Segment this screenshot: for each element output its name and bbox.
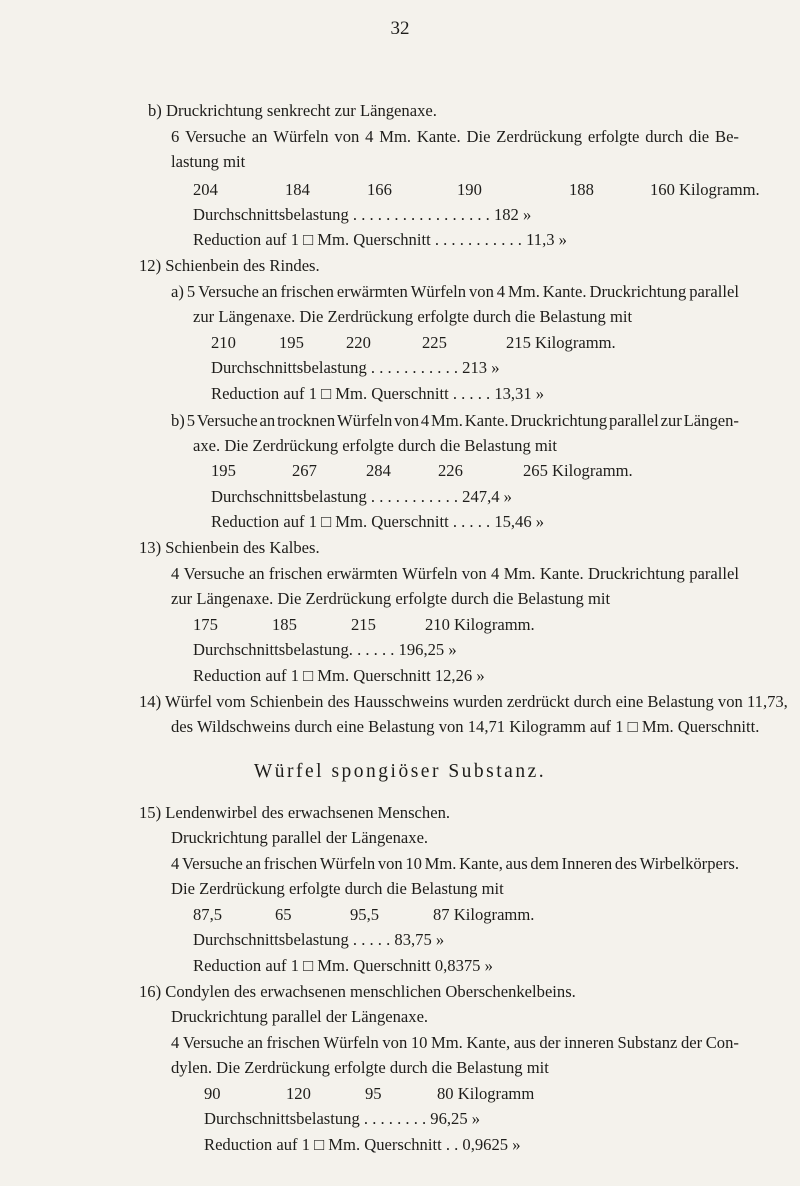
word: Druckrichtung <box>589 282 687 301</box>
b-average: Durchschnittsbelastung . . . . . . . . . . . . . . . . . 182 » <box>193 205 532 224</box>
section-12a-reduction: Reduction auf 1 □ Mm. Querschnitt . . . . . 13,31 » <box>211 384 545 403</box>
word: Mm. <box>508 282 540 301</box>
section-16-heading: 16) Condylen des erwachsenen menschlichen Oberschenkelbeins. <box>139 982 576 1001</box>
word: Würfeln <box>336 411 393 430</box>
section-15-heading: 15) Lendenwirbel des erwachsenen Menschen. <box>139 803 451 822</box>
section-16-line1: Druckrichtung parallel der Längenaxe. <box>171 1007 429 1026</box>
word: die <box>688 127 710 146</box>
section-16-reduction: Reduction auf 1 □ Mm. Querschnitt . . 0,9625 » <box>204 1135 521 1154</box>
b-heading: b) Druckrichtung senkrecht zur Längenaxe. <box>148 101 437 120</box>
section-16-average: Durchschnittsbelastung . . . . . . . . 96,25 » <box>204 1109 481 1128</box>
word: des <box>614 854 638 873</box>
section-heading-spongy: Würfel spongiöser Substanz. <box>253 761 547 782</box>
value: 220 <box>346 333 371 352</box>
value: 210 Kilogramm. <box>425 615 535 634</box>
word: frischen <box>263 854 318 873</box>
word: 10 <box>405 854 422 873</box>
section-13-line1 <box>171 564 739 584</box>
b-text-line1 <box>171 127 739 147</box>
word: aus <box>513 1033 536 1052</box>
word: Versuche <box>196 411 258 430</box>
section-13-values <box>193 615 535 635</box>
word: 4 <box>365 127 374 146</box>
section-12b-reduction: Reduction auf 1 □ Mm. Querschnitt . . . . . 15,46 » <box>211 512 545 531</box>
word: inneren <box>564 1033 614 1052</box>
word: aus <box>505 854 528 873</box>
b-values-row <box>193 180 760 200</box>
word: frischen <box>280 282 334 301</box>
value: 80 Kilogramm <box>437 1084 535 1103</box>
word: b) <box>171 411 185 430</box>
word: parallel <box>689 282 739 301</box>
word: parallel <box>689 564 739 583</box>
word: Mm. <box>431 411 463 430</box>
word: 10 <box>410 1033 428 1052</box>
word: Druckrichtung <box>510 411 608 430</box>
word: frischen <box>266 1033 320 1052</box>
section-16-line3: dylen. Die Zerdrückung erfolgte durch die Belastung mit <box>171 1058 549 1077</box>
b-text-line2: lastung mit <box>171 152 246 171</box>
word: Mm. <box>503 564 536 583</box>
value: 215 Kilogramm. <box>506 333 616 352</box>
section-12b-average: Durchschnittsbelastung . . . . . . . . . . . 247,4 » <box>211 487 512 506</box>
word: von <box>382 1033 408 1052</box>
value: 120 <box>286 1084 311 1103</box>
value: 265 Kilogramm. <box>523 461 633 480</box>
value: 225 <box>422 333 447 352</box>
section-15-line1: Druckrichtung parallel der Längenaxe. <box>171 828 429 847</box>
word: trocknen <box>277 411 336 430</box>
word: Versuche <box>182 1033 244 1052</box>
word: 4 <box>496 282 506 301</box>
word: Würfeln <box>273 127 329 146</box>
word: Wirbelkörpers. <box>639 854 739 873</box>
word: von <box>394 411 420 430</box>
value: 188 <box>569 180 594 199</box>
value: 175 <box>193 615 218 634</box>
value: 90 <box>204 1084 221 1103</box>
value: 184 <box>285 180 310 199</box>
section-12a-average: Durchschnittsbelastung . . . . . . . . . . . 213 » <box>211 358 500 377</box>
word: Längen- <box>683 411 739 430</box>
value: 190 <box>457 180 482 199</box>
word: der <box>539 1033 561 1052</box>
section-14-line2: des Wildschweins durch eine Belastung von 14,71 Kilogramm auf 1 □ Mm. Querschnitt. <box>171 717 760 736</box>
value: 284 <box>366 461 391 480</box>
section-13-reduction: Reduction auf 1 □ Mm. Querschnitt 12,26 » <box>193 666 485 685</box>
word: Con- <box>705 1033 739 1052</box>
word: erwärmten <box>326 564 398 583</box>
word: erfolgte <box>587 127 640 146</box>
value: 185 <box>272 615 297 634</box>
word: erwärmten <box>336 282 408 301</box>
word: Inneren <box>561 854 613 873</box>
section-12b-line2: axe. Die Zerdrückung erfolgte durch die Belastung mit <box>193 436 558 455</box>
word: Kante, <box>459 854 503 873</box>
word: der <box>680 1033 703 1052</box>
word: 5 <box>186 411 195 430</box>
section-15-line3: Die Zerdrückung erfolgte durch die Belastung mit <box>171 879 504 898</box>
word: 4 <box>420 411 430 430</box>
value: 95 <box>365 1084 382 1103</box>
value: 215 <box>351 615 376 634</box>
word: Würfeln <box>402 564 458 583</box>
word: von <box>334 127 360 146</box>
word: an <box>245 854 262 873</box>
word: an <box>251 127 268 146</box>
word: Kante. <box>416 127 461 146</box>
section-15-average: Durchschnittsbelastung . . . . . 83,75 » <box>193 930 445 949</box>
word: Würfeln <box>319 854 376 873</box>
word: Kante. <box>464 411 509 430</box>
word: an <box>247 1033 263 1052</box>
word: an <box>261 282 278 301</box>
word: Kante. <box>542 282 587 301</box>
word: parallel <box>609 411 659 430</box>
value: 195 <box>279 333 304 352</box>
word: Druckrichtung <box>588 564 685 583</box>
section-13-line2: zur Längenaxe. Die Zerdrückung erfolgte durch die Belastung mit <box>171 589 611 608</box>
word: Versuche <box>181 854 243 873</box>
value: 204 <box>193 180 218 199</box>
word: Mm. <box>424 854 457 873</box>
word: a) <box>171 282 184 301</box>
word: an <box>259 411 276 430</box>
section-13-average: Durchschnittsbelastung. . . . . . 196,25 » <box>193 640 457 659</box>
word: Substanz <box>617 1033 678 1052</box>
word: von <box>461 564 487 583</box>
b-reduction: Reduction auf 1 □ Mm. Querschnitt . . . . . . . . . . . 11,3 » <box>193 230 567 249</box>
value: 195 <box>211 461 236 480</box>
value: 87 Kilogramm. <box>433 905 535 924</box>
value: 65 <box>275 905 292 924</box>
word: 4 <box>491 564 500 583</box>
page-number: 32 <box>390 18 410 39</box>
section-12a-values <box>211 333 616 353</box>
word: Kante, <box>466 1033 511 1052</box>
word: Versuche <box>198 282 259 301</box>
word: zur <box>660 411 682 430</box>
word: 4 <box>171 854 180 873</box>
word: Mm. <box>430 1033 463 1052</box>
word: Versuche <box>185 127 246 146</box>
word: Be- <box>715 127 739 146</box>
section-12a-line1 <box>171 282 739 302</box>
word: Würfeln <box>410 282 467 301</box>
value: 87,5 <box>193 905 223 924</box>
value: 210 <box>211 333 236 352</box>
word: Zerdrückung <box>496 127 582 146</box>
word: Kante. <box>539 564 584 583</box>
section-12a-line2: zur Längenaxe. Die Zerdrückung erfolgte durch die Belastung mit <box>193 307 633 326</box>
section-13-heading: 13) Schienbein des Kalbes. <box>139 538 320 557</box>
section-12b-line1 <box>171 411 739 431</box>
word: an <box>248 564 265 583</box>
section-12b-values <box>211 461 633 481</box>
word: 5 <box>186 282 196 301</box>
value: 166 <box>367 180 392 199</box>
value: 95,5 <box>350 905 380 924</box>
word: von <box>468 282 494 301</box>
section-14-line1: 14) Würfel vom Schienbein des Hausschweins wurden zerdrückt durch eine Belastung von 11,73, <box>139 692 788 711</box>
word: 4 <box>171 1033 180 1052</box>
word: Versuche <box>183 564 245 583</box>
section-15-reduction: Reduction auf 1 □ Mm. Querschnitt 0,8375 » <box>193 956 493 975</box>
word: 6 <box>171 127 180 146</box>
word: frischen <box>268 564 323 583</box>
section-16-values <box>204 1084 534 1104</box>
value: 267 <box>292 461 317 480</box>
word: von <box>377 854 403 873</box>
word: durch <box>645 127 684 146</box>
section-15-line2 <box>171 854 739 874</box>
word: dem <box>530 854 559 873</box>
word: Mm. <box>379 127 412 146</box>
section-15-values <box>193 905 534 925</box>
value: 160 Kilogramm. <box>650 180 760 199</box>
word: Würfeln <box>323 1033 379 1052</box>
section-12-heading: 12) Schienbein des Rindes. <box>139 256 320 275</box>
section-16-line2 <box>171 1033 739 1053</box>
word: 4 <box>171 564 180 583</box>
word: Die <box>466 127 491 146</box>
value: 226 <box>438 461 463 480</box>
